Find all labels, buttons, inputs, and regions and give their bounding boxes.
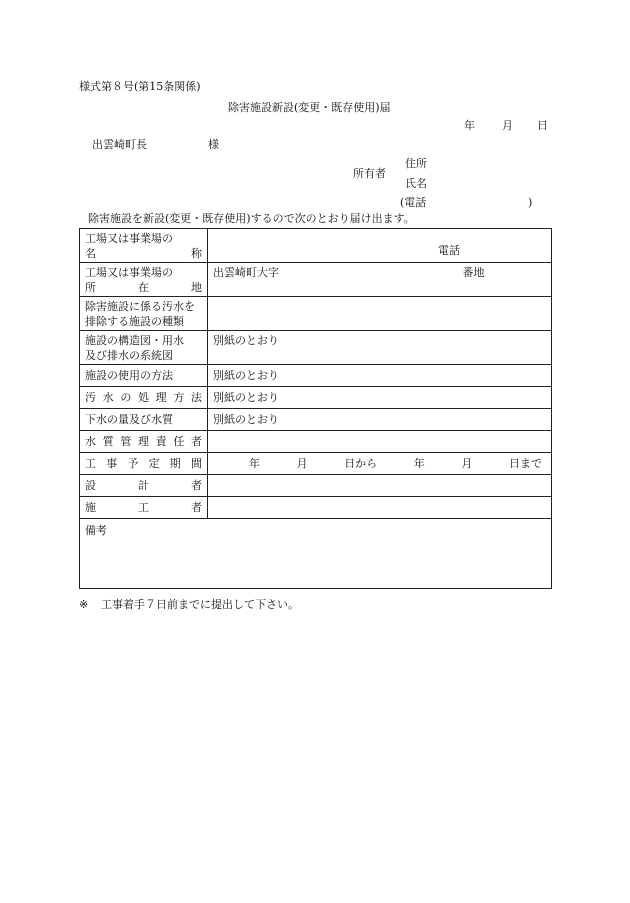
label-sewage-volume: 下水の量及び水質 <box>80 409 208 431</box>
row-contractor <box>80 497 552 519</box>
row-remarks <box>80 519 552 589</box>
row-usage-method <box>80 365 552 387</box>
label-treatment-method: 汚水の処理方法 <box>80 387 208 409</box>
addressee: 出雲崎町長 <box>92 138 147 151</box>
label-water-manager: 水質管理責任者 <box>80 431 208 453</box>
value-facility-name[interactable] <box>208 229 552 263</box>
date-month-label: 月 <box>502 119 513 132</box>
label-facility-name <box>80 229 208 263</box>
value-construction-period[interactable] <box>208 453 552 475</box>
notification-table <box>79 228 552 589</box>
period-fields <box>213 456 546 471</box>
date-day-label: 日 <box>537 119 548 132</box>
label-usage-method: 施設の使用の方法 <box>80 365 208 387</box>
value-treatment-method[interactable]: 別紙のとおり <box>208 387 552 409</box>
label-char: 地 <box>191 280 202 294</box>
form-title: 除害施設新設(変更・既存使用)届 <box>228 101 391 114</box>
row-treatment-method <box>80 387 552 409</box>
label-construction-period: 工事予定期間 <box>80 453 208 475</box>
row-structure-diagram <box>80 331 552 365</box>
form-number: 様式第８号(第15条関係) <box>79 80 201 93</box>
label-structure-diagram <box>80 331 208 365</box>
label-char: 名 <box>85 246 96 260</box>
row-water-manager <box>80 431 552 453</box>
value-designer[interactable] <box>208 475 552 497</box>
row-facility-location <box>80 263 552 297</box>
row-sewage-volume <box>80 409 552 431</box>
end-day: 日まで <box>508 457 542 470</box>
footnote-text: 工事着手７日前までに提出して下さい。 <box>101 598 299 611</box>
label-line: 工場又は事業場の <box>85 265 173 279</box>
remarks-label: 備考 <box>85 524 107 537</box>
phone-open: (電話 <box>400 196 427 209</box>
end-month: 月 <box>461 457 473 470</box>
label-char: 所 <box>85 280 96 294</box>
value-sewage-volume[interactable]: 別紙のとおり <box>208 409 552 431</box>
label-contractor: 施工者 <box>80 497 208 519</box>
intro-text: 除害施設を新設(変更・既存使用)するので次のとおり届け出ます。 <box>88 212 415 225</box>
address-label: 住所 <box>405 157 427 170</box>
label-line: 工場又は事業場の <box>85 231 173 245</box>
phone-label: 電話 <box>438 244 460 257</box>
end-year: 年 <box>413 457 425 470</box>
name-label: 氏名 <box>405 177 427 190</box>
value-structure-diagram[interactable]: 別紙のとおり <box>208 331 552 365</box>
footnote-mark: ※ <box>79 598 89 611</box>
value-facility-type[interactable] <box>208 297 552 331</box>
label-line: 排除する施設の種類 <box>85 314 184 328</box>
location-prefix: 出雲崎町大字 <box>213 266 279 279</box>
label-facility-location <box>80 263 208 297</box>
label-line: 施設の構造図・用水 <box>85 333 184 347</box>
phone-close: ) <box>528 196 533 209</box>
label-char: 称 <box>191 246 202 260</box>
label-line: 及び排水の系統図 <box>85 348 173 362</box>
start-day: 日から <box>344 457 378 470</box>
row-designer <box>80 475 552 497</box>
label-facility-type <box>80 297 208 331</box>
value-facility-location[interactable] <box>208 263 552 297</box>
value-contractor[interactable] <box>208 497 552 519</box>
value-usage-method[interactable]: 別紙のとおり <box>208 365 552 387</box>
label-spread <box>85 246 202 261</box>
label-spread <box>85 280 202 295</box>
row-construction-period <box>80 453 552 475</box>
start-year: 年 <box>249 457 260 470</box>
owner-label: 所有者 <box>353 167 386 180</box>
remarks-field[interactable] <box>80 519 552 589</box>
honorific: 様 <box>208 138 219 151</box>
start-month: 月 <box>296 457 308 470</box>
date-year-label: 年 <box>464 119 475 132</box>
label-char: 在 <box>138 280 149 294</box>
row-facility-name <box>80 229 552 263</box>
location-suffix: 番地 <box>462 266 485 279</box>
label-line: 除害施設に係る汚水を <box>85 299 195 313</box>
row-facility-type <box>80 297 552 331</box>
label-designer: 設計者 <box>80 475 208 497</box>
value-water-manager[interactable] <box>208 431 552 453</box>
